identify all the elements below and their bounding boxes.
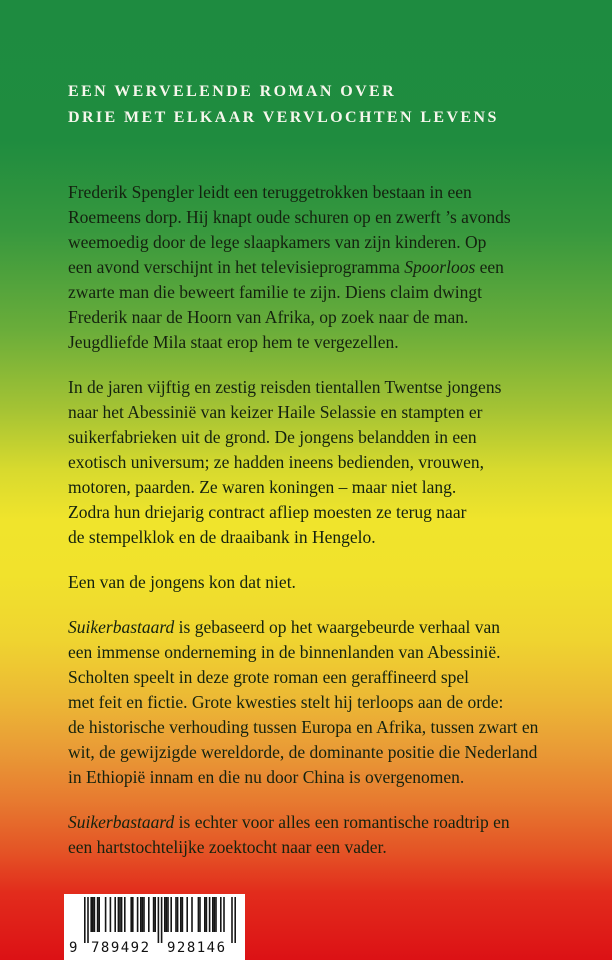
cover-text-block bbox=[68, 79, 578, 880]
tagline-line-2: DRIE MET ELKAAR VERVLOCHTEN LEVENS bbox=[68, 109, 499, 126]
svg-text:9: 9 bbox=[69, 940, 78, 956]
barcode-bars bbox=[66, 896, 242, 956]
blurb-paragraph-2: In de jaren vijftig en zestig reisden tientallen Twentse jongens naar het Abessinië van keizer Haile Selassie en stampten er suikerfabrieken uit de grond. De jongens belandden in een exotisch universum; ze hadden ineens bedienden, vrouwen, motoren, paarden. Ze waren koningen – maar niet lang. Zodra hun driejarig contract afliep moesten ze terug naar de stempelklok en de draaibank in Hengelo. bbox=[68, 377, 502, 547]
svg-text:928146: 928146 bbox=[167, 940, 225, 956]
blurb-paragraph-4: Suikerbastaard is gebaseerd op het waargebeurde verhaal van een immense onderneming in de binnenlanden van Abessinië. Scholten speelt in deze grote roman een geraffineerd spel met feit en fictie. Grote kwesties stelt hij terloops aan de orde: de historische verhouding tussen Europa en Afrika, tussen zwart en wit, de gewijzigde wereldorde, de dominante positie die Nederland in Ethiopië innam en die nu door China is overgenomen. bbox=[68, 617, 539, 787]
tagline-line-1: EEN WERVELENDE ROMAN OVER bbox=[68, 83, 397, 100]
svg-text:789492: 789492 bbox=[91, 940, 149, 956]
isbn-barcode bbox=[64, 894, 245, 960]
blurb-paragraph-1: Frederik Spengler leidt een teruggetrokken bestaan in een Roemeens dorp. Hij knapt oude schuren op en zwerft ’s avonds weemoedig door de lege slaapkamers van zijn kinderen. Op een avond verschijnt in het televisieprogramma Spoorloos een zwarte man die beweert familie te zijn. Diens claim dwingt Frederik naar de Hoorn van Afrika, op zoek naar de man. Jeugdliefde Mila staat erop hem te vergezellen. bbox=[68, 182, 511, 352]
blurb-paragraph-3: Een van de jongens kon dat niet. bbox=[68, 572, 296, 592]
blurb bbox=[68, 180, 578, 860]
tagline bbox=[68, 79, 578, 131]
blurb-paragraph-5: Suikerbastaard is echter voor alles een romantische roadtrip en een hartstochtelijke zoektocht naar een vader. bbox=[68, 812, 510, 857]
